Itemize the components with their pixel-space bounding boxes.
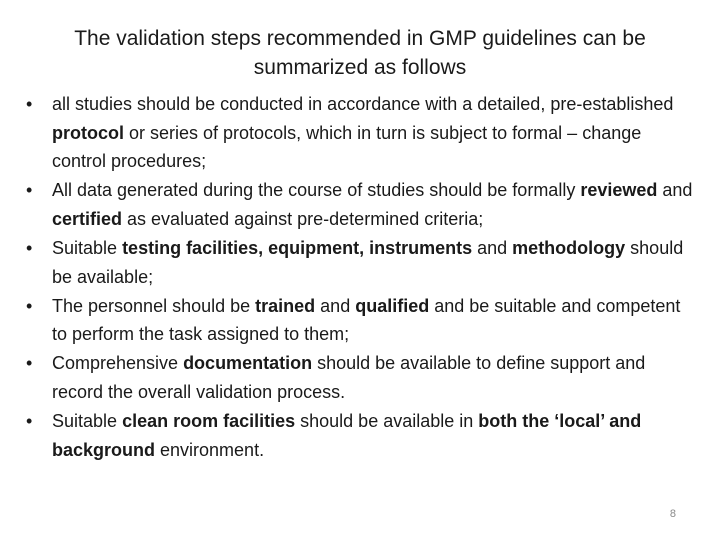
bullet-text: Suitable (52, 237, 123, 258)
bullet-bold-text: documentation (183, 353, 313, 374)
bullet-dot-icon: • (26, 295, 33, 316)
bullet-dot-icon: • (26, 411, 33, 432)
bullet-text: The personnel should be (52, 295, 256, 316)
bullet-bold-text: reviewed (580, 180, 658, 201)
bullet-text: should be available; (52, 237, 684, 287)
bullet-item-documentation (26, 349, 698, 406)
bullet-bold-text: trained (255, 295, 316, 316)
bullet-bold-text: both the ‘local’ and background (52, 411, 642, 460)
bullet-text: Suitable (52, 411, 123, 432)
bullet-item-personnel (26, 292, 698, 349)
bullet-bold-text: certified (52, 208, 123, 229)
bullet-text: and (657, 180, 693, 201)
bullet-dot-icon: • (26, 94, 33, 114)
bullet-item-clean-room (26, 407, 698, 464)
bullet-bold-text: clean room facilities (122, 411, 296, 432)
bullet-item-facilities (26, 234, 698, 291)
bullet-bold-text: testing facilities, equipment, instruments (122, 237, 473, 258)
bullet-text: or series of protocols, which in turn is subject to formal – change control procedures; (52, 122, 642, 172)
slide-title-line-1: The validation steps recommended in GMP guidelines can be (74, 27, 646, 50)
bullet-text: All data generated during the course of studies should be formally (52, 180, 581, 201)
bullet-bold-text: methodology (512, 237, 626, 258)
bullet-item-data-review (26, 176, 698, 233)
page-number: 8 (669, 508, 676, 520)
bullet-text: and (315, 295, 356, 316)
bullet-bold-text: qualified (355, 295, 430, 316)
bullet-bold-text: protocol (52, 122, 124, 143)
bullet-dot-icon: • (26, 237, 33, 258)
bullet-text: and (472, 237, 513, 258)
bullet-dot-icon: • (26, 180, 33, 201)
slide-title (30, 24, 690, 82)
bullet-text: and be suitable and competent to perform the task assigned to them; (52, 295, 681, 345)
slide-title-line-2: summarized as follows (253, 56, 467, 79)
bullet-text: all studies should be conducted in accordance with a detailed, pre-established (52, 94, 674, 114)
bullet-list (26, 90, 698, 465)
bullet-item-protocol (26, 90, 698, 176)
bullet-dot-icon: • (26, 353, 33, 374)
bullet-text: Comprehensive (52, 353, 184, 374)
bullet-text: as evaluated against pre-determined criteria; (122, 208, 484, 229)
bullet-text: should be available to define support and record the overall validation process. (52, 353, 646, 402)
bullet-text: environment. (155, 439, 265, 460)
bullet-text: should be available in (295, 411, 479, 432)
